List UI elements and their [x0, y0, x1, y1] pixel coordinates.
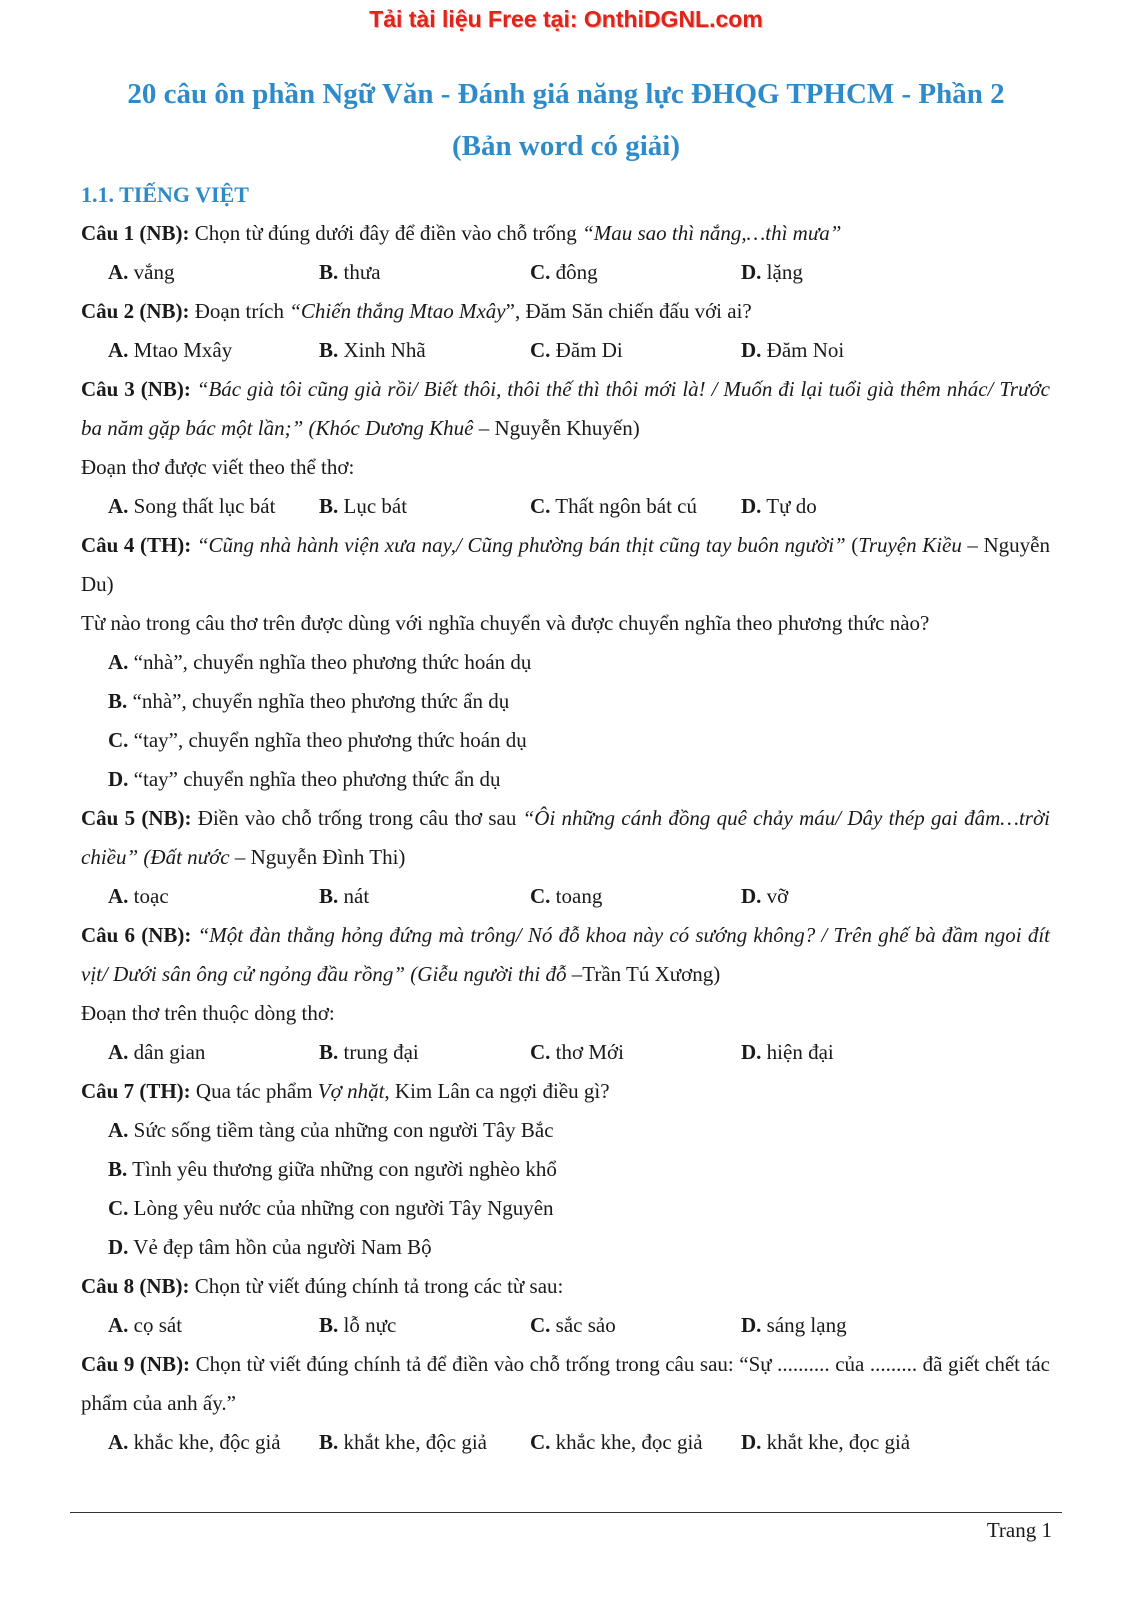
option-a[interactable]: A. vắng	[108, 260, 175, 284]
source-banner[interactable]: Tải tài liệu Free tại: OnthiDGNL.com	[369, 6, 763, 32]
question-prompt: Đoạn thơ trên thuộc dòng thơ:	[81, 1001, 335, 1025]
option-a[interactable]: A. Mtao Mxây	[108, 338, 233, 362]
option-a[interactable]: A. khắc khe, độc giả	[108, 1430, 281, 1454]
question-9	[81, 1345, 1050, 1423]
question-quote: “Chiến thắng Mtao Mxây	[289, 299, 506, 323]
option-a[interactable]: A. Song thất lục bát	[108, 494, 276, 518]
question-prompt: Đoạn thơ được viết theo thể thơ:	[81, 455, 355, 479]
question-label: Câu 7 (TH):	[81, 1079, 191, 1103]
question-text-end: , Kim Lân ca ngợi điều gì?	[384, 1079, 610, 1103]
question-quote: “Ôi những cánh đồng quê chảy máu/ Dây thép gai đâm…trời chiều” (Đất nước	[81, 806, 1050, 869]
option-d[interactable]: D. Tự do	[741, 494, 817, 518]
question-8	[81, 1267, 1050, 1306]
option-d[interactable]: D. “tay” chuyển nghĩa theo phương thức ẩn dụ	[108, 767, 501, 791]
option-a[interactable]: A. “nhà”, chuyển nghĩa theo phương thức hoán dụ	[108, 650, 532, 674]
question-quote: “Một đàn thằng hỏng đứng mà trông/ Nó đỗ khoa này có sướng không? / Trên ghế bà đầm ngoi đít vịt/ Dưới sân ông cử ngỏng đầu rồng” (Giễu người thi đỗ	[81, 923, 1051, 986]
option-c[interactable]: C. Đăm Di	[530, 338, 623, 362]
option-a[interactable]: A. dân gian	[108, 1040, 206, 1064]
question-text: Điền vào chỗ trống trong câu thơ sau	[191, 806, 523, 830]
option-d[interactable]: D. lặng	[741, 260, 803, 284]
work-title: Truyện Kiều	[858, 533, 962, 557]
option-d[interactable]: D. Đăm Noi	[741, 338, 845, 362]
question-3	[81, 370, 1050, 448]
footer-divider	[70, 1512, 1062, 1513]
question-prompt: Từ nào trong câu thơ trên được dùng với nghĩa chuyển và được chuyển nghĩa theo phương thức nào?	[81, 611, 930, 635]
options-row	[81, 877, 1050, 916]
options-row	[81, 253, 1050, 292]
option-c[interactable]: C. thơ Mới	[530, 1040, 624, 1064]
options-row	[81, 331, 1050, 370]
option-c[interactable]: C. Lòng yêu nước của những con người Tây Nguyên	[108, 1196, 554, 1220]
question-text: Chọn từ viết đúng chính tả để điền vào chỗ trống trong câu sau: “Sự .......... của ......... đã giết chết tác phẩm của anh ấy.”	[81, 1352, 1050, 1415]
question-quote: “Bác già tôi cũng già rồi/ Biết thôi, thôi thế thì thôi mới là! / Muốn đi lại tuổi già thêm nhác/ Trước ba năm gặp bác một lần;” (Khóc Dương Khuê	[81, 377, 1050, 440]
document-subtitle: (Bản word có giải)	[452, 130, 680, 162]
option-b[interactable]: B. nát	[319, 884, 370, 908]
options-row	[81, 1033, 1050, 1072]
option-b[interactable]: B. Lục bát	[319, 494, 408, 518]
options-row	[81, 1423, 1050, 1462]
page-number: Trang 1	[986, 1518, 1052, 1542]
question-label: Câu 1 (NB):	[81, 221, 190, 245]
work-title: Vợ nhặt	[317, 1079, 385, 1103]
question-source: – Nguyễn Du)	[81, 533, 1050, 596]
options-row	[81, 1306, 1050, 1345]
option-c[interactable]: C. đông	[530, 260, 598, 284]
option-d[interactable]: D. Vẻ đẹp tâm hồn của người Nam Bộ	[108, 1235, 432, 1259]
question-text: Chọn từ đúng dưới đây để điền vào chỗ trống	[189, 221, 583, 245]
question-label: Câu 8 (NB):	[81, 1274, 190, 1298]
option-a[interactable]: A. Sức sống tiềm tàng của những con người Tây Bắc	[108, 1118, 554, 1142]
question-source: – Nguyễn Khuyến)	[478, 416, 640, 440]
question-label: Câu 2 (NB):	[81, 299, 190, 323]
question-label: Câu 3 (NB):	[81, 377, 191, 401]
option-d[interactable]: D. hiện đại	[741, 1040, 834, 1064]
document-title: 20 câu ôn phần Ngữ Văn - Đánh giá năng lực ĐHQG TPHCM - Phần 2	[127, 78, 1005, 110]
question-text: Đoạn trích	[189, 299, 290, 323]
option-d[interactable]: D. khắt khe, đọc giả	[741, 1430, 911, 1454]
option-d[interactable]: D. sáng lạng	[741, 1313, 847, 1337]
question-1	[81, 214, 1050, 253]
option-b[interactable]: B. Xinh Nhã	[319, 338, 426, 362]
question-source: – Nguyễn Đình Thi)	[234, 845, 406, 869]
option-b[interactable]: B. trung đại	[319, 1040, 419, 1064]
question-quote: “Mau sao thì nắng,…thì mưa”	[582, 221, 842, 245]
question-text-end: ”, Đăm Săn chiến đấu với ai?	[505, 299, 752, 323]
option-c[interactable]: C. Thất ngôn bát cú	[530, 494, 698, 518]
option-c[interactable]: C. khắc khe, đọc giả	[530, 1430, 703, 1454]
question-7	[81, 1072, 1050, 1111]
question-2	[81, 292, 1050, 331]
options-row	[81, 487, 1050, 526]
question-label: Câu 6 (NB):	[81, 923, 192, 947]
section-heading: 1.1. TIẾNG VIỆT	[81, 182, 249, 207]
option-c[interactable]: C. toang	[530, 884, 603, 908]
question-label: Câu 9 (NB):	[81, 1352, 191, 1376]
question-text: Chọn từ viết đúng chính tả trong các từ sau:	[189, 1274, 564, 1298]
question-label: Câu 4 (TH):	[81, 533, 192, 557]
question-list	[81, 214, 1050, 1462]
option-b[interactable]: B. thưa	[319, 260, 381, 284]
question-source: –Trần Tú Xương)	[571, 962, 721, 986]
option-a[interactable]: A. toạc	[108, 884, 169, 908]
option-c[interactable]: C. sắc sảo	[530, 1313, 616, 1337]
question-4: Câu 4 (TH): “Cũng nhà hành viện xưa nay,/ Cũng phường bán thịt cũng tay buôn người” (Truyện Kiều – Nguyễn Du)	[81, 533, 1050, 596]
question-quote: “Cũng nhà hành viện xưa nay,/ Cũng phường bán thịt cũng tay buôn người”	[191, 533, 846, 557]
option-b[interactable]: B. “nhà”, chuyển nghĩa theo phương thức ẩn dụ	[108, 689, 510, 713]
option-b[interactable]: B. lỗ nực	[319, 1313, 397, 1337]
option-c[interactable]: C. “tay”, chuyển nghĩa theo phương thức hoán dụ	[108, 728, 527, 752]
option-b[interactable]: B. khắt khe, độc giả	[319, 1430, 487, 1454]
option-d[interactable]: D. vỡ	[741, 884, 789, 908]
question-label: Câu 5 (NB):	[81, 806, 192, 830]
option-a[interactable]: A. cọ sát	[108, 1313, 183, 1337]
option-b[interactable]: B. Tình yêu thương giữa những con người nghèo khổ	[108, 1157, 557, 1181]
question-6	[81, 916, 1050, 994]
question-5	[81, 799, 1050, 877]
question-text: Qua tác phẩm	[190, 1079, 318, 1103]
